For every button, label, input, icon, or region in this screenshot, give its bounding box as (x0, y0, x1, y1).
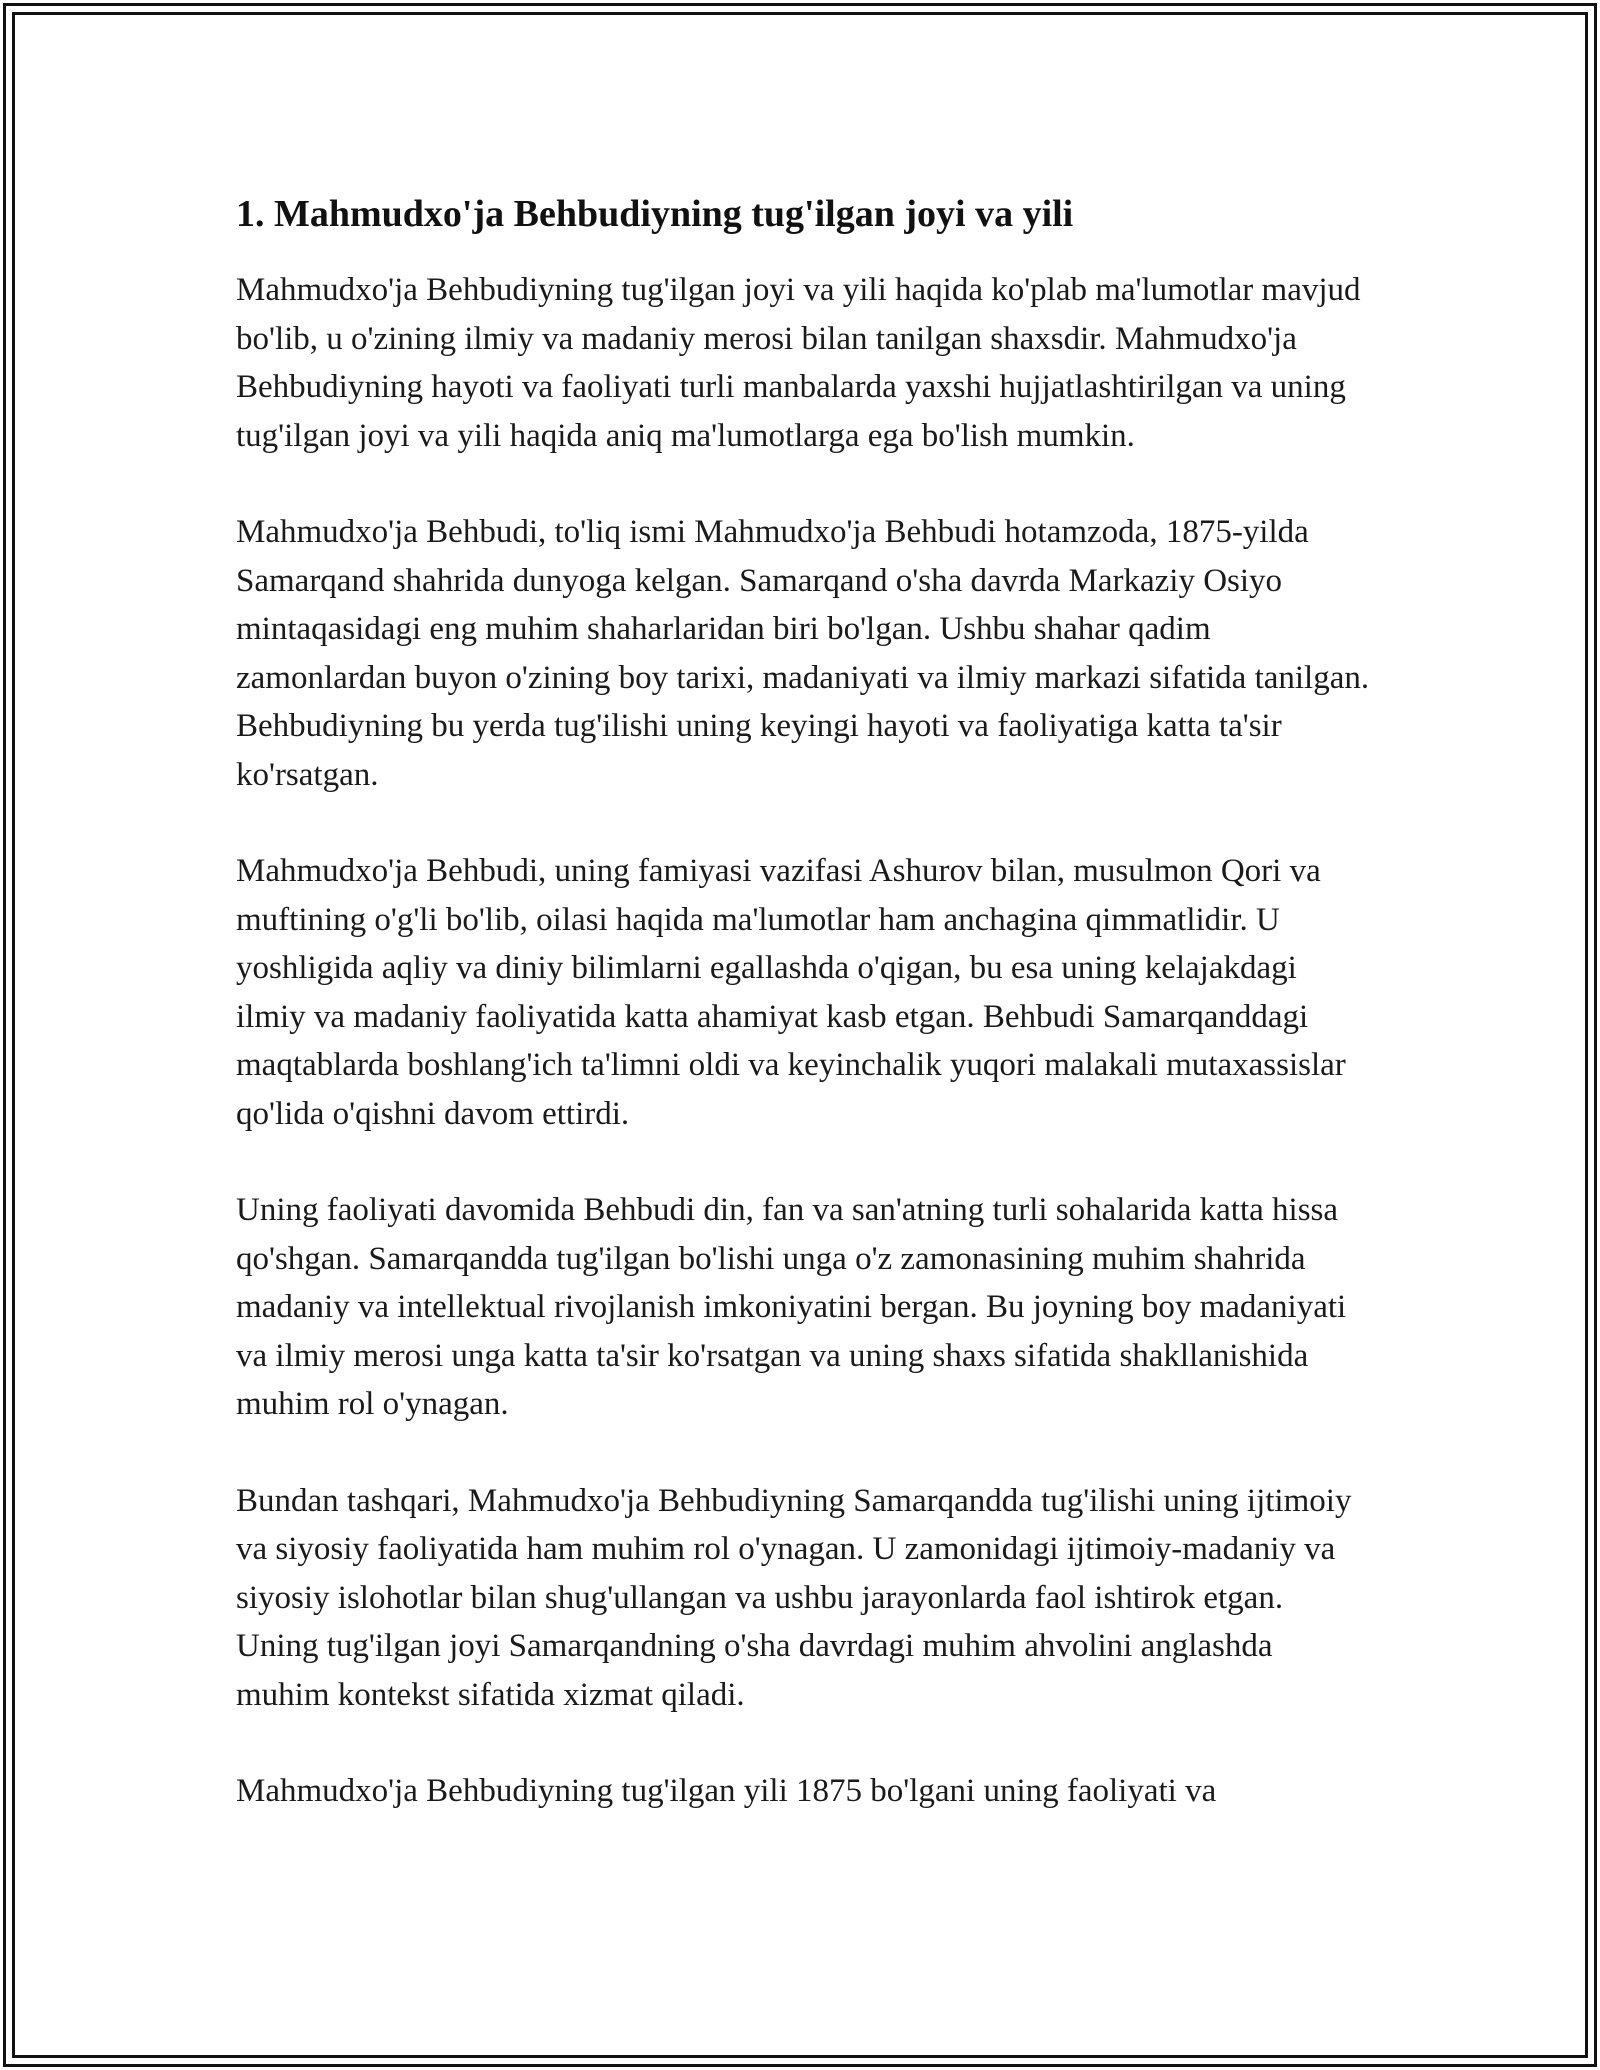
paragraph-1: Mahmudxo'ja Behbudiyning tug'ilgan joyi va yili haqida ko'plab ma'lumotlar mavjud bo'lib, u o'zining ilmiy va madaniy merosi bilan tanilgan shaxsdir. Mahmudxo'ja Behbudiyning hayoti va faoliyati turli manbalarda yaxshi hujjatlashtirilgan va uning tug'ilgan joyi va yili haqida aniq ma'lumotlarga ega bo'lish mumkin. (236, 272, 1361, 454)
document-body (236, 188, 1370, 1864)
paragraph-3: Mahmudxo'ja Behbudi, uning famiyasi vazifasi Ashurov bilan, musulmon Qori va muftining o'g'li bo'lib, oilasi haqida ma'lumotlar ham anchagina qimmatlidir. U yoshligida aqliy va diniy bilimlarni egallashda o'qigan, bu esa uning kelajakdagi ilmiy va madaniy faoliyatida katta ahamiyat kasb etgan. Behbudi Samarqanddagi maqtablarda boshlang'ich ta'limni oldi va keyinchalik yuqori malakali mutaxassislar qo'lida o'qishni davom ettirdi. (236, 853, 1346, 1132)
paragraph-2: Mahmudxo'ja Behbudi, to'liq ismi Mahmudxo'ja Behbudi hotamzoda, 1875-yilda Samarqand shahrida dunyoga kelgan. Samarqand o'sha davrda Markaziy Osiyo mintaqasidagi eng muhim shaharlaridan biri bo'lgan. Ushbu shahar qadim zamonlardan buyon o'zining boy tarixi, madaniyati va ilmiy markazi sifatida tanilgan. Behbudiyning bu yerda tug'ilishi uning keyingi hayoti va faoliyatiga katta ta'sir ko'rsatgan. (236, 514, 1370, 793)
section-heading: 1. Mahmudxo'ja Behbudiyning tug'ilgan joyi va yili (236, 193, 1074, 235)
paragraph-6: Mahmudxo'ja Behbudiyning tug'ilgan yili 1875 bo'lgani uning faoliyati va (236, 1773, 1217, 1809)
paragraph-4: Uning faoliyati davomida Behbudi din, fan va san'atning turli sohalarida katta hissa qo'shgan. Samarqandda tug'ilgan bo'lishi unga o'z zamonasining muhim shahrida madaniy va intellektual rivojlanish imkoniyatini bergan. Bu joyning boy madaniyati va ilmiy merosi unga katta ta'sir ko'rsatgan va uning shaxs sifatida shakllanishida muhim rol o'ynagan. (236, 1192, 1347, 1422)
paragraph-5: Bundan tashqari, Mahmudxo'ja Behbudiyning Samarqandda tug'ilishi uning ijtimoiy va siyosiy faoliyatida ham muhim rol o'ynagan. U zamonidagi ijtimoiy-madaniy va siyosiy islohotlar bilan shug'ullangan va ushbu jarayonlarda faol ishtirok etgan. Uning tug'ilgan joyi Samarqandning o'sha davrdagi muhim ahvolini anglashda muhim kontekst sifatida xizmat qiladi. (236, 1482, 1352, 1713)
